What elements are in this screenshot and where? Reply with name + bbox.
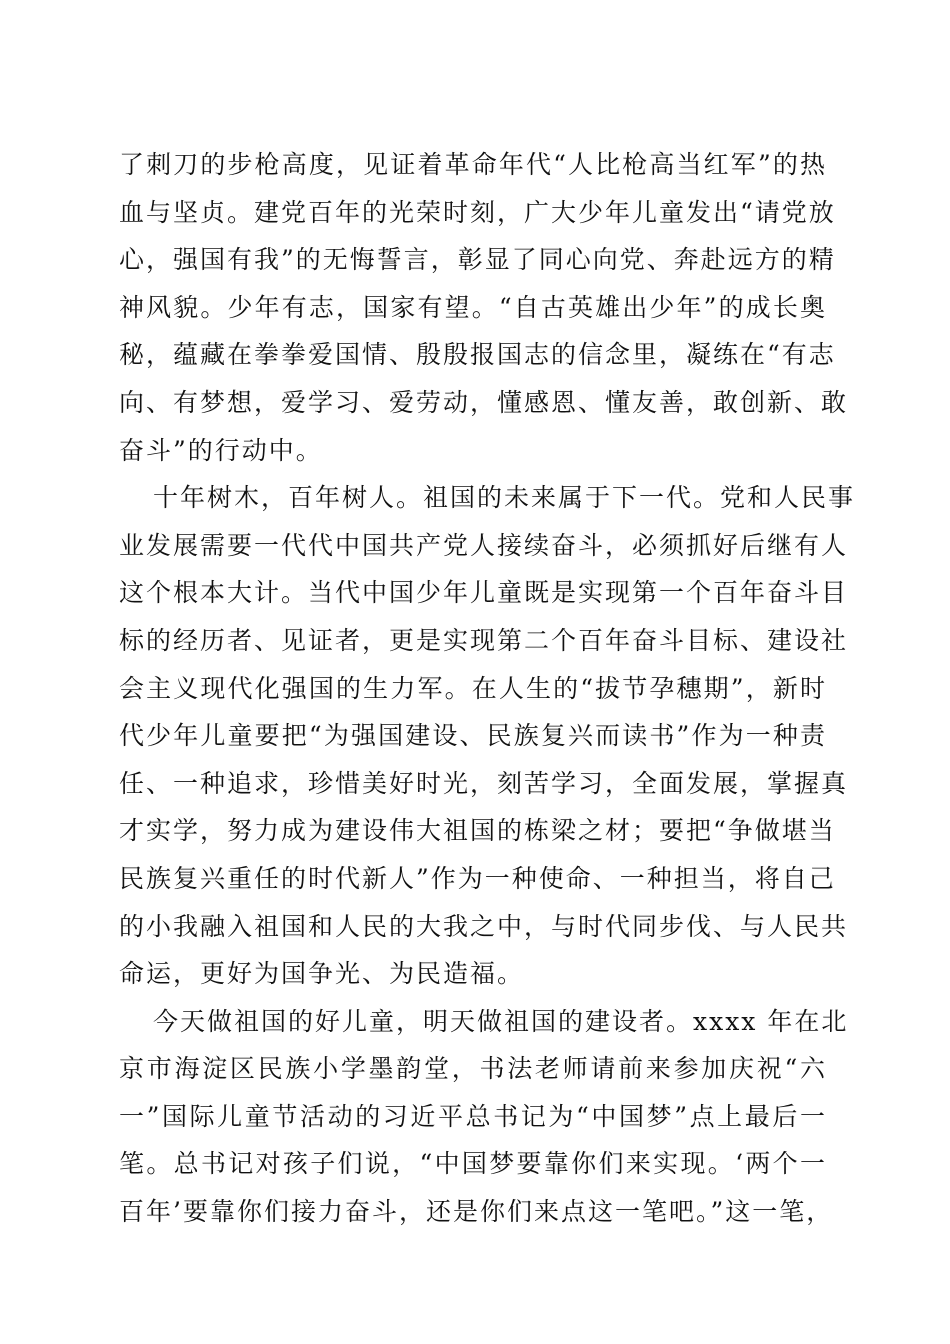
- paragraph-1: [119, 141, 849, 474]
- text-line: 向、有梦想，爱学习、爱劳动，懂感恩、懂友善，敢创新、敢: [119, 387, 849, 417]
- text-line: 命运，更好为国争光、为民造福。: [119, 959, 525, 989]
- text-line: 的小我融入祖国和人民的大我之中，与时代同步伐、与人民共: [119, 911, 849, 941]
- text-line: 标的经历者、见证者，更是实现第二个百年奋斗目标、建设社: [119, 625, 849, 655]
- text-line: 会主义现代化强国的生力军。在人生的“拔节孕穗期”，新时: [119, 673, 827, 703]
- text-line: 京市海淀区民族小学墨韵堂，书法老师请前来参加庆祝“六: [119, 1054, 827, 1084]
- text-line: 这个根本大计。当代中国少年儿童既是实现第一个百年奋斗目: [119, 578, 849, 608]
- text-line: 秘，蕴藏在拳拳爱国情、殷殷报国志的信念里，凝练在“有志: [119, 340, 836, 370]
- text-line: 才实学，努力成为建设伟大祖国的栋梁之材；要把“争做堪当: [119, 816, 836, 846]
- text-line: 十年树木，百年树人。祖国的未来属于下一代。党和人民事: [153, 483, 856, 513]
- text-line: 奋斗”的行动中。: [119, 435, 323, 465]
- text-line: 血与坚贞。建党百年的光荣时刻，广大少年儿童发出“请党放: [119, 197, 836, 227]
- text-line: 百年’要靠你们接力奋斗，还是你们来点这一笔吧。”这一笔，: [119, 1197, 834, 1227]
- text-line: 代少年儿童要把“为强国建设、民族复兴而读书”作为一种责: [119, 721, 827, 751]
- text-line: 今天做祖国的好儿童，明天做祖国的建设者。xxxx 年在北: [153, 1006, 849, 1036]
- document-body: [119, 141, 856, 1236]
- text-line: 任、一种追求，珍惜美好时光，刻苦学习，全面发展，掌握真: [119, 768, 849, 798]
- text-line: 了刺刀的步枪高度，见证着革命年代“人比枪高当红军”的热: [119, 150, 827, 179]
- text-line: 民族复兴重任的时代新人”作为一种使命、一种担当，将自己: [119, 863, 836, 893]
- paragraph-2: [119, 474, 856, 998]
- paragraph-3: [119, 998, 849, 1236]
- text-line: 业发展需要一代代中国共产党人接续奋斗，必须抓好后继有人: [119, 530, 849, 560]
- text-line: 笔。总书记对孩子们说，“中国梦要靠你们来实现。‘两个一: [119, 1149, 827, 1179]
- text-line: 神风貌。少年有志，国家有望。“自古英雄出少年”的成长奥: [119, 292, 827, 322]
- text-line: 心，强国有我”的无悔誓言，彰显了同心向党、奔赴远方的精: [119, 245, 836, 275]
- text-line: 一”国际儿童节活动的习近平总书记为“中国梦”点上最后一: [119, 1101, 827, 1131]
